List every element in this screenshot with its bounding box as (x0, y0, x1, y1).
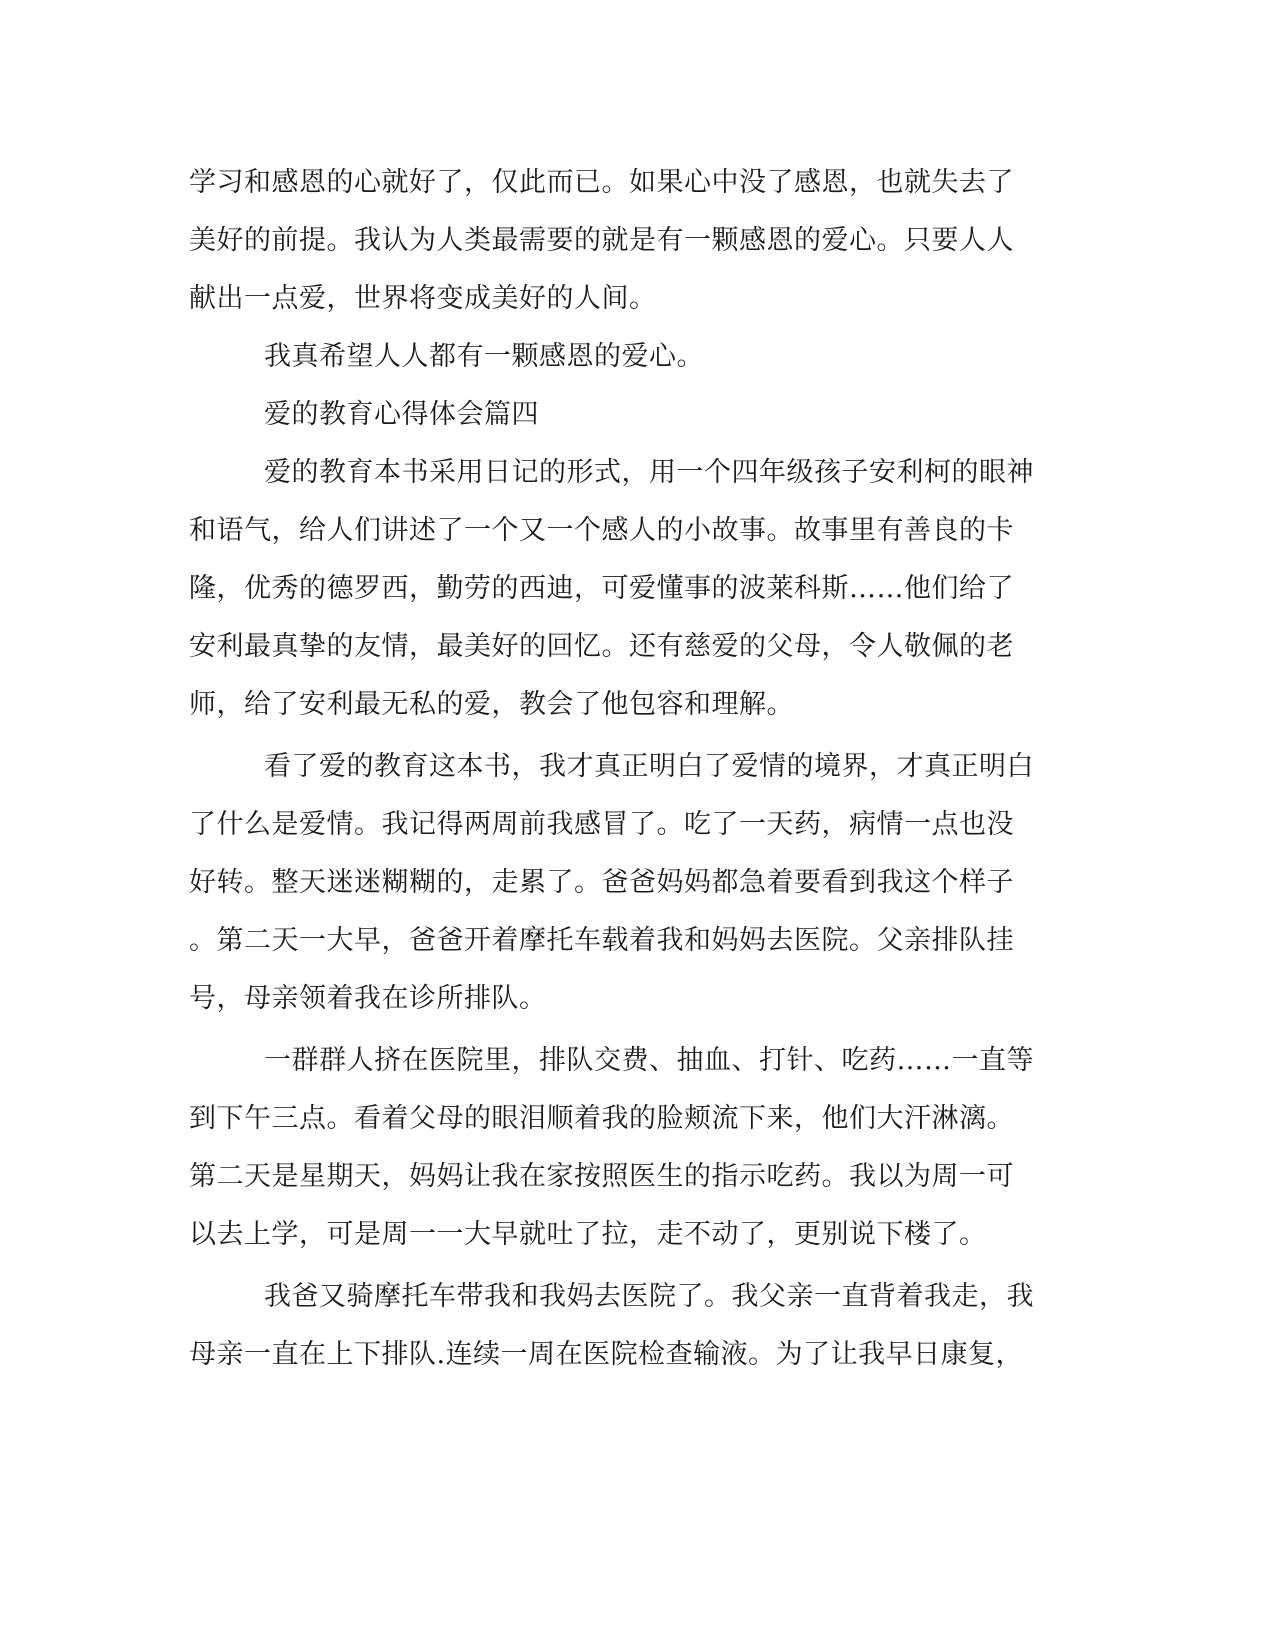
text-line: 第二天是星期天，妈妈让我在家按照医生的指示吃药。我以为周一可 (189, 1161, 1014, 1192)
text-line: 了什么是爱情。我记得两周前我感冒了。吃了一天药，病情一点也没 (189, 809, 1014, 840)
text-line: 隆，优秀的德罗西，勤劳的西迪，可爱懂事的波莱科斯……他们给了 (189, 573, 1014, 604)
text-line: 好转。整天迷迷糊糊的，走累了。爸爸妈妈都急着要看到我这个样子 (189, 867, 1014, 898)
text-line: 我真希望人人都有一颗感恩的爱心。 (264, 341, 704, 372)
text-line: 爱的教育本书采用日记的形式，用一个四年级孩子安利柯的眼神 (264, 457, 1034, 488)
text-line: 安利最真挚的友情，最美好的回忆。还有慈爱的父母，令人敬佩的老 (189, 631, 1014, 662)
text-line: 号，母亲领着我在诊所排队。 (189, 983, 547, 1014)
text-line: 师，给了安利最无私的爱，教会了他包容和理解。 (189, 689, 794, 720)
section-heading: 爱的教育心得体会篇四 (264, 399, 539, 430)
text-line: 。第二天一大早，爸爸开着摩托车载着我和妈妈去医院。父亲排队挂 (189, 925, 1014, 956)
text-line: 一群群人挤在医院里，排队交费、抽血、打针、吃药……一直等 (264, 1045, 1034, 1076)
text-line: 和语气，给人们讲述了一个又一个感人的小故事。故事里有善良的卡 (189, 515, 1014, 546)
text-line: 我爸又骑摩托车带我和我妈去医院了。我父亲一直背着我走，我 (264, 1281, 1034, 1312)
text-line: 献出一点爱，世界将变成美好的人间。 (189, 283, 657, 314)
text-line: 母亲一直在上下排队.连续一周在医院检查输液。为了让我早日康复， (189, 1339, 1024, 1370)
text-line: 到下午三点。看着父母的眼泪顺着我的脸颊流下来，他们大汗淋漓。 (189, 1103, 1014, 1134)
text-line: 美好的前提。我认为人类最需要的就是有一颗感恩的爱心。只要人人 (189, 225, 1014, 256)
text-line: 以去上学，可是周一一大早就吐了拉，走不动了，更别说下楼了。 (189, 1219, 987, 1250)
text-line: 看了爱的教育这本书，我才真正明白了爱情的境界，才真正明白 (264, 751, 1034, 782)
text-line: 学习和感恩的心就好了，仅此而已。如果心中没了感恩，也就失去了 (189, 167, 1014, 198)
